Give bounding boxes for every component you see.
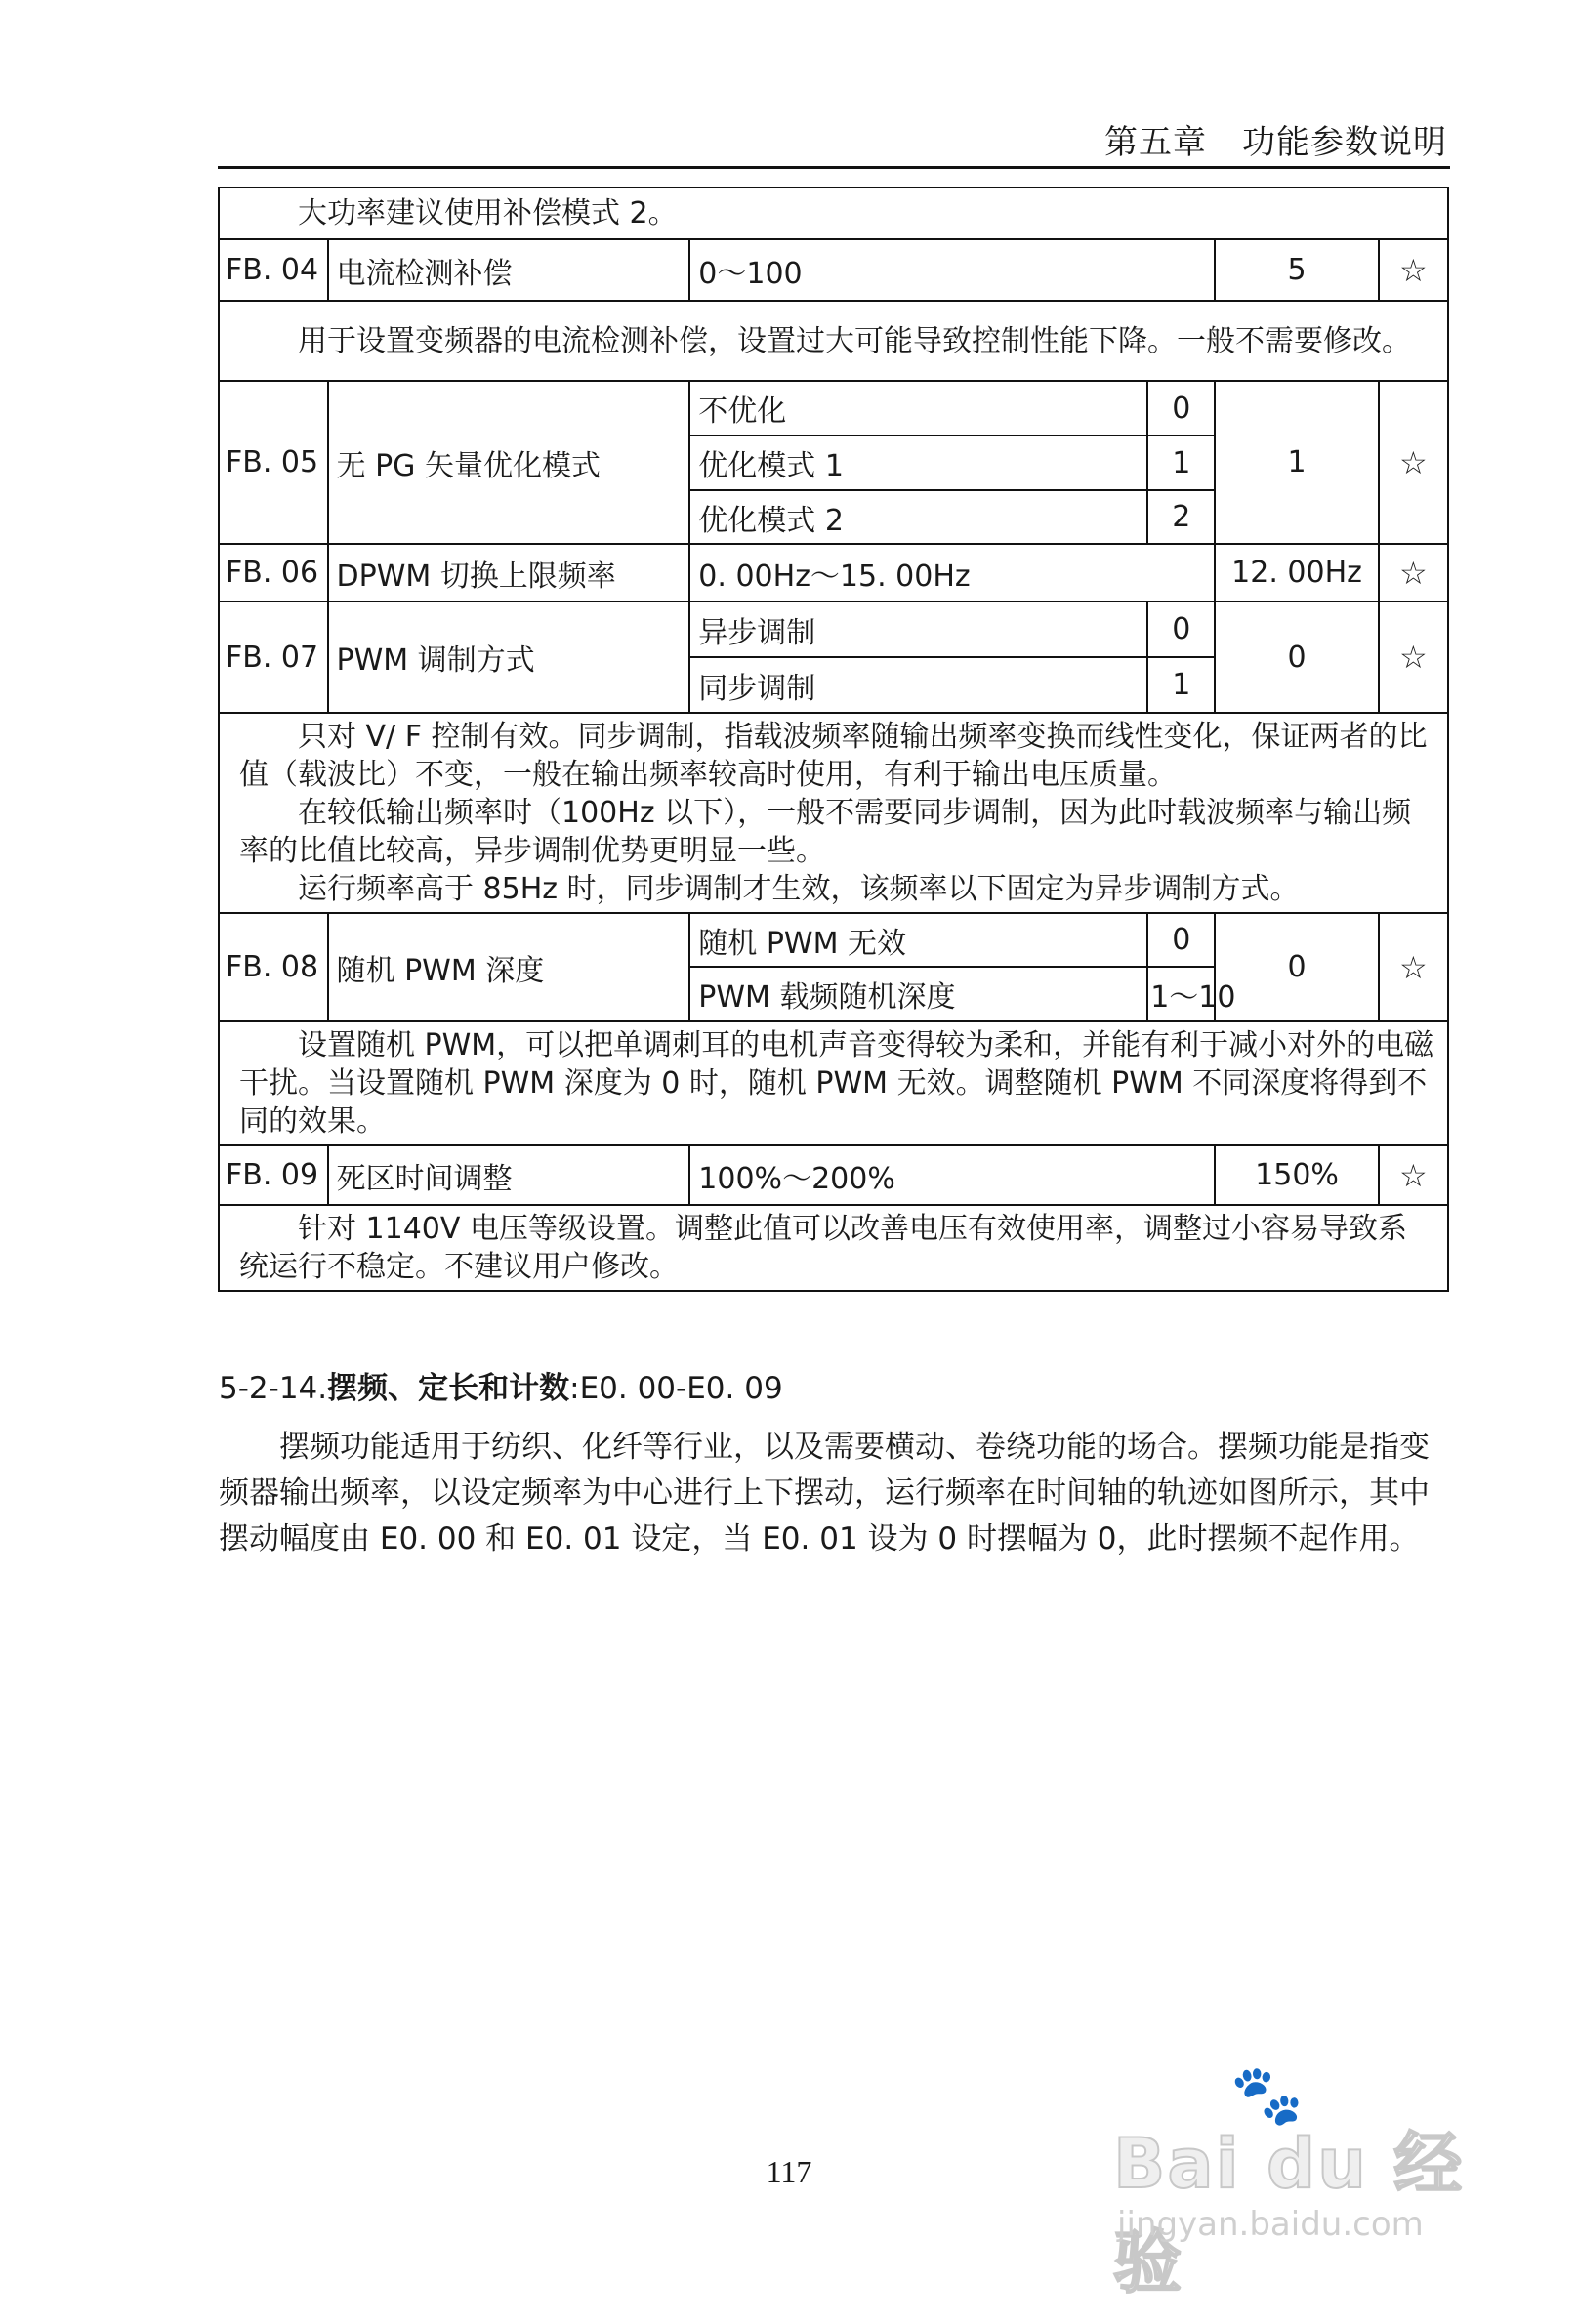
param-code: FB. 06 — [219, 544, 328, 602]
desc-text: 运行频率高于 85Hz 时，同步调制才生效，该频率以下固定为异步调制方式。 — [298, 872, 1300, 906]
param-name: 电流检测补偿 — [328, 239, 690, 301]
param-code: FB. 05 — [219, 381, 328, 544]
option-value: 1～10 — [1147, 967, 1215, 1021]
param-name: 无 PG 矢量优化模式 — [328, 381, 690, 544]
param-default: 5 — [1215, 239, 1378, 301]
param-code: FB. 09 — [219, 1145, 328, 1205]
option-label: 优化模式 2 — [689, 490, 1147, 544]
param-description — [219, 301, 1448, 381]
desc-text: 在较低输出频率时（100Hz 以下），一般不需要同步调制，因为此时载波频率与输出频率的比值比较高，异步调制优势更明显一些。 — [239, 796, 1412, 868]
table-row-fb07 — [219, 602, 1448, 657]
table-row — [219, 1205, 1448, 1291]
table-row-fb09 — [219, 1145, 1448, 1205]
option-label: 异步调制 — [689, 602, 1147, 657]
param-name: DPWM 切换上限频率 — [328, 544, 690, 602]
option-label: 同步调制 — [689, 657, 1147, 713]
option-label: PWM 载频随机深度 — [689, 967, 1147, 1021]
table-row-fb08 — [219, 913, 1448, 967]
param-name: PWM 调制方式 — [328, 602, 690, 713]
param-description — [219, 1021, 1448, 1145]
star-icon: ☆ — [1379, 602, 1448, 713]
option-value: 0 — [1147, 913, 1215, 967]
note-cell — [219, 187, 1448, 239]
watermark-logo: Bai du 经验 — [1113, 2124, 1465, 2303]
note-text: 大功率建议使用补偿模式 2。 — [298, 196, 678, 230]
page-number: 117 — [766, 2154, 812, 2189]
param-description — [219, 713, 1448, 913]
desc-text: 针对 1140V 电压等级设置。调整此值可以改善电压有效使用率，调整过小容易导致系统运行不稳定。不建议用户修改。 — [239, 1212, 1407, 1284]
param-default: 0 — [1215, 602, 1378, 713]
table-row — [219, 301, 1448, 381]
section-range: :E0. 00-E0. 09 — [569, 1371, 783, 1406]
section-heading — [219, 1363, 783, 1407]
section-number: 5-2-14. — [219, 1371, 328, 1406]
option-value: 0 — [1147, 381, 1215, 436]
param-description — [219, 1205, 1448, 1291]
table-row — [219, 713, 1448, 913]
param-default: 150% — [1215, 1145, 1378, 1205]
option-label: 不优化 — [689, 381, 1147, 436]
desc-text: 设置随机 PWM，可以把单调刺耳的电机声音变得较为柔和，并能有利于减小对外的电磁干扰。当设置随机 PWM 深度为 0 时，随机 PWM 无效。调整随机 PWM 不同深度将得到不同的效果。 — [239, 1028, 1434, 1139]
watermark-url: jingyan.baidu.com — [1117, 2205, 1424, 2244]
param-code: FB. 07 — [219, 602, 328, 713]
chapter-title: 功能参数说明 — [1242, 123, 1447, 162]
param-name: 随机 PWM 深度 — [328, 913, 690, 1021]
table-row-fb06 — [219, 544, 1448, 602]
table-row-fb04 — [219, 239, 1448, 301]
option-value: 0 — [1147, 602, 1215, 657]
table-row — [219, 187, 1448, 239]
chapter-label: 第五章 — [1104, 123, 1207, 162]
param-default: 1 — [1215, 381, 1378, 544]
star-icon: ☆ — [1379, 913, 1448, 1021]
parameter-table — [218, 187, 1449, 1292]
desc-text: 只对 V/ F 控制有效。同步调制，指载波频率随输出频率变换而线性变化，保证两者的比值（载波比）不变，一般在输出频率较高时使用，有利于输出电压质量。 — [239, 720, 1428, 792]
option-label: 优化模式 1 — [689, 436, 1147, 490]
star-icon: ☆ — [1379, 544, 1448, 602]
option-label: 随机 PWM 无效 — [689, 913, 1147, 967]
param-range: 0. 00Hz～15. 00Hz — [689, 544, 1215, 602]
star-icon: ☆ — [1379, 381, 1448, 544]
baidu-jingyan-watermark — [1103, 2060, 1474, 2303]
paw-icon: 🐾 — [1230, 2061, 1304, 2130]
section-title: 摆频、定长和计数 — [327, 1371, 570, 1406]
table-row-fb05 — [219, 381, 1448, 436]
desc-text: 用于设置变频器的电流检测补偿，设置过大可能导致控制性能下降。一般不需要修改。 — [298, 323, 1411, 358]
option-value: 1 — [1147, 436, 1215, 490]
star-icon: ☆ — [1379, 1145, 1448, 1205]
param-default: 12. 00Hz — [1215, 544, 1378, 602]
option-value: 2 — [1147, 490, 1215, 544]
param-default: 0 — [1215, 913, 1378, 1021]
param-name: 死区时间调整 — [328, 1145, 690, 1205]
param-range: 0～100 — [689, 239, 1215, 301]
param-code: FB. 08 — [219, 913, 328, 1021]
param-code: FB. 04 — [219, 239, 328, 301]
running-header — [1069, 115, 1447, 163]
table-row — [219, 1021, 1448, 1145]
param-range: 100%～200% — [689, 1145, 1215, 1205]
header-rule — [218, 166, 1450, 169]
star-icon: ☆ — [1379, 239, 1448, 301]
section-paragraph: 摆频功能适用于纺织、化纤等行业，以及需要横动、卷绕功能的场合。摆频功能是指变频器输出频率，以设定频率为中心进行上下摆动，运行频率在时间轴的轨迹如图所示，其中摆动幅度由 E0. 00 和 E0. 01 设定，当 E0. 01 设为 0 时摆幅为 0，此时摆频不起作用。 — [219, 1430, 1430, 1556]
option-value: 1 — [1147, 657, 1215, 713]
